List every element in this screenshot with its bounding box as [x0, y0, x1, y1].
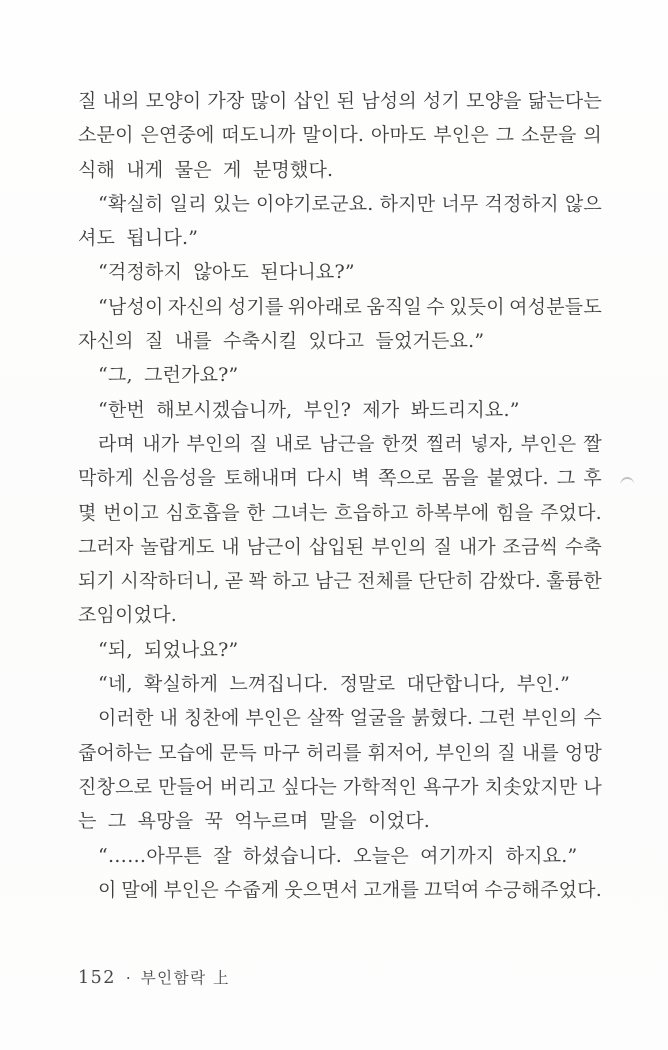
text-line: “걱정하지 않아도 된다니요?”: [98, 261, 355, 284]
text-block: [78, 84, 602, 907]
text-line: 자신의 질 내를 수축시킬 있다고 들었거든요.”: [78, 330, 485, 353]
text-line: “네, 확실하게 느껴집니다. 정말로 대단합니다, 부인.”: [98, 673, 571, 696]
text-line: “한번 해보시겠습니까, 부인? 제가 봐드리지요.”: [98, 398, 520, 421]
text-line: 줍어하는 모습에 문득 마구 허리를 휘저어, 부인의 질 내를 엉망: [78, 741, 602, 764]
text-line: 셔도 됩니다.”: [78, 227, 199, 250]
text-line: 이 말에 부인은 수줍게 웃으면서 고개를 끄덕여 수긍해주었다.: [98, 878, 602, 901]
text-line: 되기 시작하더니, 곧 꽉 하고 남근 전체를 단단히 감쌌다. 훌륭한: [78, 570, 602, 593]
text-line: “그, 그런가요?”: [98, 364, 239, 387]
text-line: “남성이 자신의 성기를 위아래로 움직일 수 있듯이 여성분들도: [98, 295, 602, 318]
scan-artifact-mark: [620, 476, 635, 485]
book-title: 부인함락 上: [140, 969, 231, 987]
page-footer: [78, 966, 230, 988]
text-line: 라며 내가 부인의 질 내로 남근을 한껏 찔러 넣자, 부인은 짤: [98, 432, 602, 455]
text-line: 식해 내게 물은 게 분명했다.: [78, 158, 334, 181]
footer-separator-dot: ·: [125, 969, 131, 987]
text-line: “확실히 일리 있는 이야기로군요. 하지만 너무 걱정하지 않으: [98, 192, 602, 215]
text-line: 몇 번이고 심호흡을 한 그녀는 흐읍하고 하복부에 힘을 주었다.: [78, 501, 602, 524]
text-line: 그러자 놀랍게도 내 남근이 삽입된 부인의 질 내가 조금씩 수축: [78, 535, 602, 558]
text-line: “되, 되었나요?”: [98, 638, 239, 661]
text-line: 조임이었다.: [78, 604, 178, 627]
text-line: 는 그 욕망을 꾹 억누르며 말을 이었다.: [78, 810, 430, 833]
text-line: 이러한 내 칭찬에 부인은 살짝 얼굴을 붉혔다. 그런 부인의 수: [98, 707, 602, 730]
text-line: 질 내의 모양이 가장 많이 삽인 된 남성의 성기 모양을 닮는다는: [78, 90, 602, 112]
text-line: 진창으로 만들어 버리고 싶다는 가학적인 욕구가 치솟았지만 나: [78, 775, 602, 798]
text-line: 막하게 신음성을 토해내며 다시 벽 쪽으로 몸을 붙였다. 그 후: [78, 467, 602, 490]
text-line: “……아무튼 잘 하셨습니다. 오늘은 여기까지 하지요.”: [98, 844, 578, 867]
page-number: 152: [78, 968, 116, 988]
text-line: 소문이 은연중에 떠도니까 말이다. 아마도 부인은 그 소문을 의: [78, 124, 602, 147]
